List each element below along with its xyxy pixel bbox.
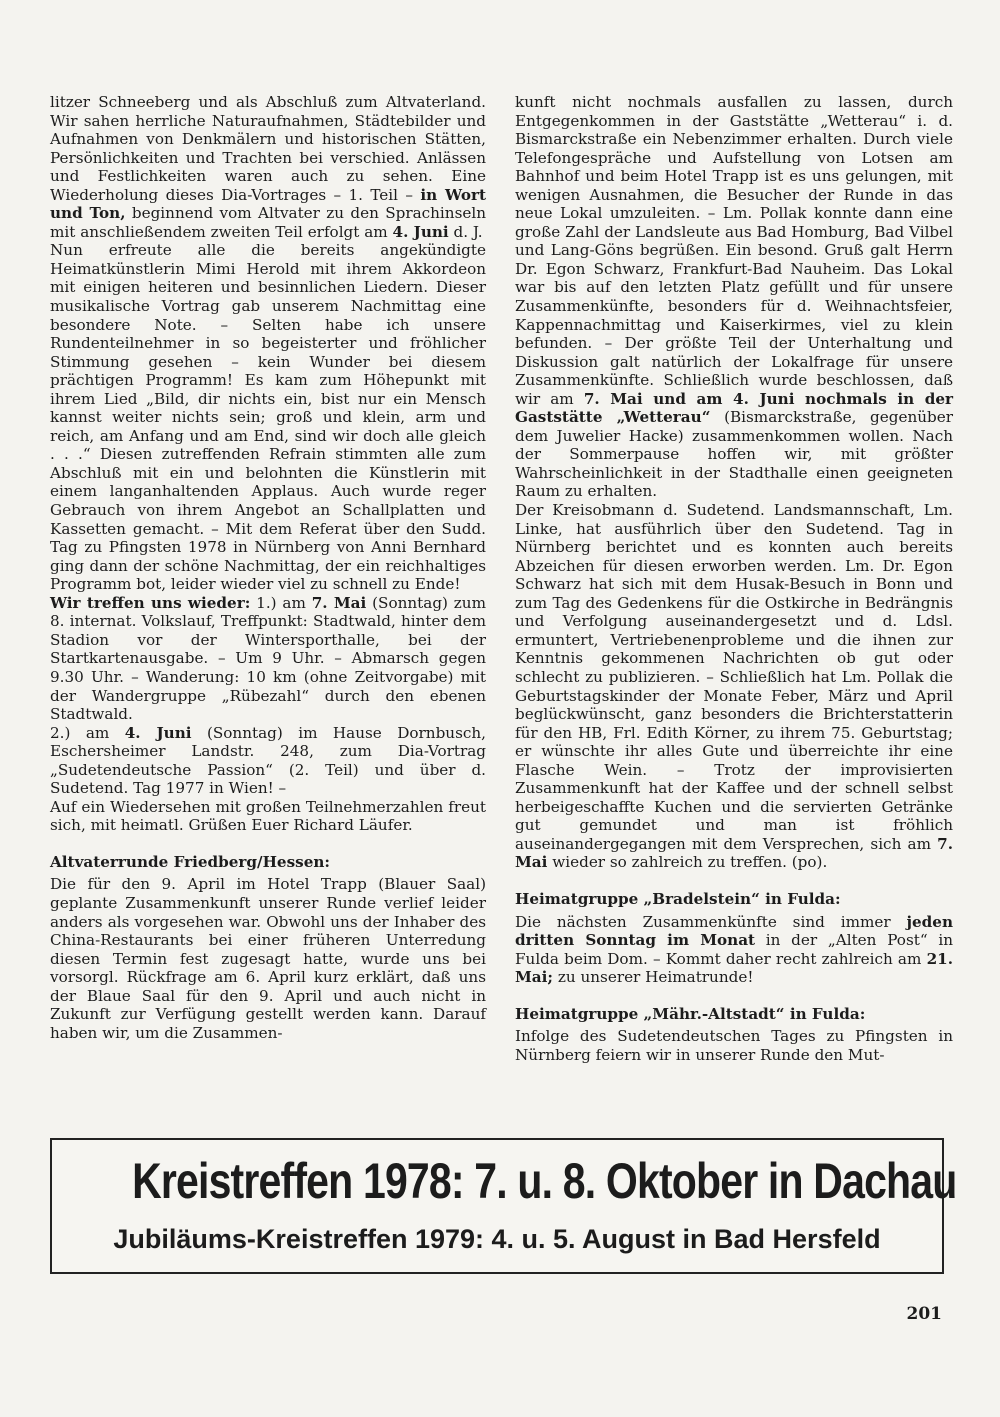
paragraph: Nun erfreute alle die bereits angekündigte Heimatkünstlerin Mimi Herold mit ihrem Akkordeon mit einigen heiteren und besinnlichen Liedern. Dieser musikalische Vortrag gab unserem Nachmittag eine besondere Note. – Selten habe ich unsere Rundenteilnehmer in so begeisterter und fröhlicher Stimmung gesehen – kein Wunder bei diesem prächtigen Programm! Es kam zum Höhepunkt mit ihrem Lied „Bild, dir nichts ein, bist nur ein Mensch kannst weiter nichts sein; groß und klein, arm und reich, am Anfang und am End, sind wir doch alle gleich . . .“ Diesen zutreffenden Refrain stimmten alle zum Abschluß mit ein und belohnten die Künstlerin mit einem langanhaltenden Applaus. Auch wurde reger Gebrauch von ihrem Angebot an Schallplatten und Kassetten gemacht. – Mit dem Referat über den Sudd. Tag zu Pfingsten 1978 in Nürnberg von Anni Bernhard ging dann der schöne Nachmittag, der ein reichhaltiges Programm bot, leider wieder viel zu schnell zu Ende! (50, 241, 486, 594)
text: 1.) am (250, 593, 312, 612)
event-banner (50, 1138, 957, 1274)
paragraph: Auf ein Wiedersehen mit großen Teilnehmerzahlen freut sich, mit heimatl. Grüßen Euer Richard Läufer. (50, 797, 486, 835)
text: (Sonntag) zum 8. internat. Volkslauf, Treffpunkt: Stadtwald, hinter dem Stadion vor der Wintersporthalle, bei der Startkartenausgabe. – Um 9 Uhr. – Abmarsch gegen 9.30 Uhr. – Wanderung: 10 km (ohne Zeitvorgabe) mit der Wandergruppe „Rübezahl“ durch den ebenen Stadtwald. (50, 593, 486, 724)
bold-text: 7. Mai und am 4. Juni nochmals in der Gaststätte „Wetterau“ (515, 389, 953, 427)
paragraph (50, 724, 486, 798)
page-number: 201 (906, 1304, 942, 1324)
bold-text: jeden dritten Sonntag im Monat (515, 912, 953, 950)
text: (Sonntag) im Hause Dornbusch, Eschersheimer Landstr. 248, zum Dia-Vortrag „Sudetendeutsche Passion“ (2. Teil) und über d. Sudetend. Tag 1977 in Wien! – (50, 723, 486, 798)
banner-headline: Kreistreffen 1978: 7. u. 8. Oktober in Dachau (132, 1153, 957, 1209)
right-column (515, 93, 953, 1064)
paragraph (50, 93, 486, 241)
text: kunft nicht nochmals ausfallen zu lassen, durch Entgegenkommen in der Gaststätte „Wetterau“ i. d. Bismarckstraße ein Nebenzimmer erhalten. Durch viele Telefongespräche und Aufstellung von Lotsen am Bahnhof und beim Hotel Trapp ist es uns gelungen, mit wenigen Ausnahmen, die Besucher der Runde in das neue Lokal umzuleiten. – Lm. Pollak konnte dann eine große Zahl der Landsleute aus Bad Homburg, Bad Vilbel und Lang-Göns begrüßen. Ein besond. Gruß galt Herrn Dr. Egon Schwarz, Frankfurt-Bad Nauheim. Das Lokal war bis auf den letzten Platz gefüllt und für unsere Zusammenkünfte, besonders für d. Weihnachtsfeier, Kappennachmittag und Kaiserkirmes, viel zu klein befunden. – Der größte Teil der Unterhaltung und Diskussion galt natürlich der Lokalfrage für unsere Zusammenkünfte. Schließlich wurde beschlossen, daß wir am (515, 93, 953, 408)
text: (Bismarckstraße, gegenüber dem Juwelier Hacke) zusammenkommen wollen. Nach der Sommerpause hoffen wir, mit größter Wahrscheinlichkeit in der Stadthalle einen geeigneten Raum zu erhalten. (515, 408, 953, 501)
bold-text: in Wort und Ton, (50, 185, 486, 223)
paragraph (50, 594, 486, 724)
paragraph: Infolge des Sudetendeutschen Tages zu Pfingsten in Nürnberg feiern wir in unserer Runde den Mut- (515, 1027, 953, 1064)
text: d. J. (448, 222, 483, 241)
paragraph (515, 93, 953, 501)
text: zu unserer Heimatrunde! (553, 968, 754, 987)
paragraph: Die für den 9. April im Hotel Trapp (Blauer Saal) geplante Zusammenkunft unserer Runde verlief leider anders als vorgesehen war. Obwohl uns der Inhaber des China-Restaurants bei einer früheren Unterredung diesen Termin fest zugesagt hatte, wurde uns bei vorsorgl. Rückfrage am 6. April kurz erklärt, daß uns der Blaue Saal für den 9. April und auch nicht in Zukunft zur Verfügung gestellt werden kann. Darauf haben wir, um die Zusammen- (50, 875, 486, 1042)
text: litzer Schneeberg und als Abschluß zum Altvaterland. Wir sahen herrliche Naturaufnahmen, Städtebilder und Aufnahmen von Denkmälern und historischen Stätten, Persönlichkeiten und Trachten bei verschied. Anlässen und Festlichkeiten waren auch zu sehen. Eine Wiederholung dieses Dia-Vortrages – 1. Teil – (50, 93, 486, 204)
bold-text: 7. Mai (515, 834, 953, 872)
paragraph (515, 501, 953, 872)
text: Der Kreisobmann d. Sudetend. Landsmannschaft, Lm. Linke, hat ausführlich über den Sudetend. Tag in Nürnberg berichtet und es konnten auch bereits Abzeichen für diesen erworben werden. Lm. Dr. Egon Schwarz hat sich mit dem Husak-Besuch in Bonn und zum Tag des Gedenkens für die Ostkirche in Bedrängnis und Verfolgung auseinandergesetzt und d. Ldsl. ermuntert, Vertriebenenprobleme und die ihnen zur Kenntnis gekommenen Nachrichten ob gut oder schlecht zu publizieren. – Schließlich hat Lm. Pollak die Geburtstagskinder der Monate Feber, März und April beglückwünscht, ganz besonders die Brichterstatterin für den HB, Frl. Edith Körner, zu ihrem 75. Geburtstag; er wünschte ihr alles Gute und überreichte ihr eine Flasche Wein. – Trotz der improvisierten Zusammenkunft hat der Kaffee und der schnell selbst herbeigeschaffte Kuchen und die servierten Getränke gut gemundet und man ist fröhlich auseinandergegangen mit dem Versprechen, sich am (515, 501, 953, 853)
section-heading: Heimatgruppe „Mähr.-Altstadt“ in Fulda: (515, 1004, 866, 1023)
bold-text: Wir treffen uns wieder: (50, 593, 251, 612)
text: wieder so zahlreich zu treffen. (po). (547, 853, 828, 872)
section-heading: Altvaterrunde Friedberg/Hessen: (50, 852, 331, 871)
bold-text: 7. Mai (311, 593, 367, 612)
bold-text: 21. Mai; (515, 949, 953, 987)
text: beginnend vom Altvater zu den Sprachinseln mit anschließendem zweiten Teil erfolgt am (50, 204, 486, 241)
bold-text: 4. Juni (392, 222, 449, 241)
bold-text: 4. Juni (124, 723, 192, 742)
text: in der „Alten Post“ in Fulda beim Dom. – Kommt daher recht zahlreich am (515, 931, 953, 968)
section-heading: Heimatgruppe „Bradelstein“ in Fulda: (515, 889, 841, 908)
paragraph (515, 913, 953, 987)
left-column (50, 93, 486, 1042)
text: Die nächsten Zusammenkünfte sind immer (515, 912, 907, 931)
text: 2.) am (50, 723, 125, 742)
banner-subline: Jubiläums-Kreistreffen 1979: 4. u. 5. August in Bad Hersfeld (113, 1224, 881, 1254)
